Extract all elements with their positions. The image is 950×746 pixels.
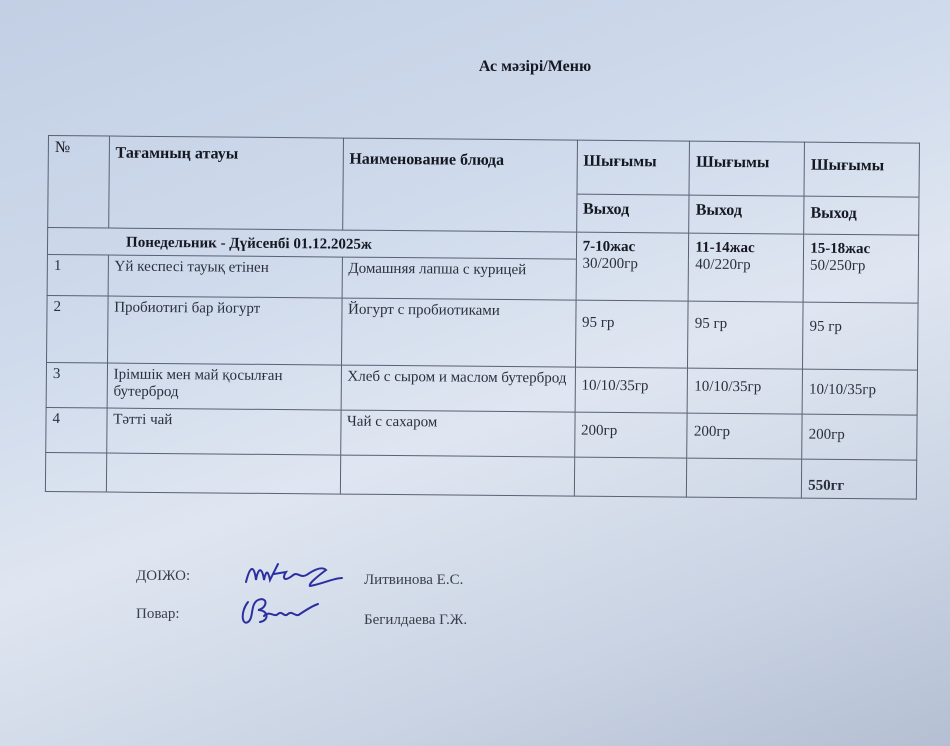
row-name-ru: Йогурт с пробиотиками: [341, 298, 576, 367]
header-name-ru: Наименование блюда: [342, 138, 577, 232]
row-name-ru: Чай с сахаром: [340, 410, 574, 457]
document-title: Ас мәзірі/Меню: [478, 58, 592, 75]
portion-cell: [688, 233, 803, 302]
empty-cell: [687, 458, 802, 498]
age-group-2: 11-14жас: [695, 239, 755, 257]
row-name-ru: Домашняя лапша с курицей: [342, 257, 576, 300]
portion-value: 10/10/35гр: [575, 367, 688, 413]
header-row: [48, 136, 919, 198]
portion-value: 95 гр: [803, 302, 918, 370]
portion-value: 200гр: [574, 412, 687, 458]
row-number: 1: [47, 254, 108, 296]
portion-value: 30/200гр: [582, 255, 638, 273]
header-yield-kk-3: Шығымы: [804, 142, 919, 197]
header-number: №: [48, 136, 110, 229]
portion-cell: [803, 234, 918, 303]
table-row: [46, 407, 917, 460]
signature-name-1: Литвинова Е.С.: [364, 572, 464, 588]
portion-value: 200гр: [802, 414, 917, 460]
portion-value: 40/220гр: [695, 256, 751, 274]
row-name-kk: Пробиотигі бар йогурт: [107, 296, 341, 365]
header-yield-ru-3: Выход: [804, 196, 919, 235]
signature-role-2: Повар:: [136, 606, 180, 622]
header-yield-kk-2: Шығымы: [689, 141, 804, 196]
portion-value: 200гр: [687, 413, 802, 459]
day-label: Понедельник - Дүйсенбі 01.12.2025ж: [47, 228, 576, 260]
age-group-1: 7-10жас: [582, 238, 636, 256]
portion-value: 95 гр: [688, 301, 803, 369]
portion-value: 50/250гр: [810, 257, 866, 275]
row-name-ru: Хлеб с сыром и маслом бутерброд: [341, 365, 575, 412]
row-number: 3: [46, 362, 107, 408]
table-row: [46, 362, 917, 415]
header-name-kk: Тағамның атауы: [108, 136, 343, 230]
empty-cell: [340, 455, 574, 496]
portion-value: 10/10/35гр: [688, 368, 803, 414]
table-row: [47, 295, 919, 370]
total-value: 550гг: [802, 459, 917, 499]
signature-scribble-1: [238, 556, 348, 596]
header-yield-ru-1: Выход: [576, 194, 689, 233]
row-name-kk: Үй кеспесі тауық етінен: [108, 255, 342, 298]
total-row: [45, 452, 916, 499]
header-yield-ru-2: Выход: [689, 195, 804, 234]
menu-table: [45, 135, 920, 500]
portion-value: 10/10/35гр: [802, 369, 917, 415]
signature-role-1: ДОIЖО:: [136, 568, 191, 584]
portion-cell: [576, 232, 689, 301]
empty-cell: [574, 457, 687, 497]
header-yield-kk-1: Шығымы: [577, 140, 690, 195]
row-number: 4: [46, 407, 107, 453]
row-name-kk: Ірімшік мен май қосылған бутерброд: [107, 363, 341, 410]
row-number: 2: [47, 295, 108, 363]
age-group-3: 15-18жас: [810, 240, 871, 258]
row-name-kk: Тәтті чай: [106, 408, 340, 455]
empty-cell: [106, 453, 340, 494]
signature-name-2: Бегилдаева Г.Ж.: [364, 612, 468, 628]
empty-cell: [45, 452, 106, 492]
portion-value: 95 гр: [575, 300, 688, 368]
signature-scribble-2: [234, 592, 324, 632]
